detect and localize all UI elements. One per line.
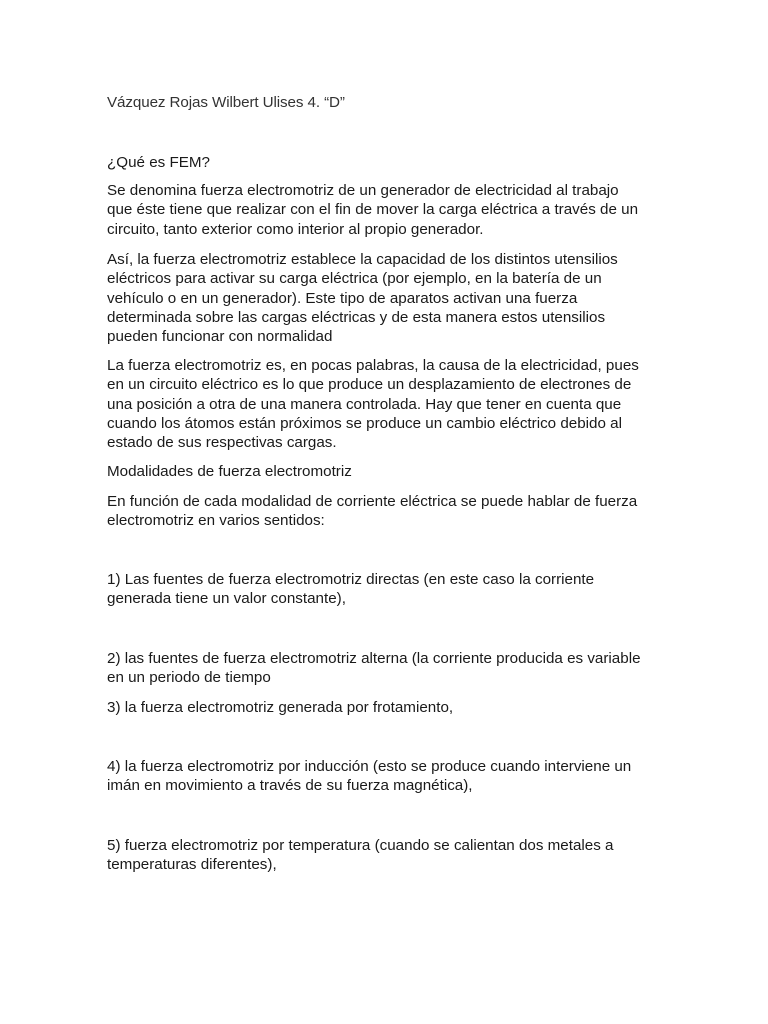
paragraph: Se denomina fuerza electromotriz de un generador de electricidad al trabajo que éste tiene que realizar con el fin de mover la carga eléctrica a través de un circuito, tanto exterior como interior al propio generador. (107, 182, 639, 238)
list-item: 5) fuerza electromotriz por temperatura (cuando se calientan dos metales a temperaturas diferentes), (107, 837, 614, 874)
paragraph: En función de cada modalidad de corriente eléctrica se puede hablar de fuerza electromotriz en varios sentidos: (107, 493, 638, 530)
question-heading: ¿Qué es FEM? (107, 154, 210, 171)
section-subheading: Modalidades de fuerza electromotriz (107, 463, 352, 480)
list-item: 4) la fuerza electromotriz por inducción (esto se produce cuando interviene un imán en movimiento a través de su fuerza magnética), (107, 758, 632, 795)
author-line: Vázquez Rojas Wilbert Ulises 4. “D” (107, 94, 345, 111)
paragraph: La fuerza electromotriz es, en pocas palabras, la causa de la electricidad, pues en un circuito eléctrico es lo que produce un desplazamiento de electrones de una posición a otra de una manera controlada. Hay que tener en cuenta que cuando los átomos están próximos se produce un cambio eléctrico debido al estado de sus respectivas cargas. (107, 357, 639, 452)
list-item: 1) Las fuentes de fuerza electromotriz directas (en este caso la corriente generada tiene un valor constante), (107, 571, 595, 608)
paragraph: Así, la fuerza electromotriz establece la capacidad de los distintos utensilios eléctricos para activar su carga eléctrica (por ejemplo, en la batería de un vehículo o en un generador). Este tipo de aparatos activan una fuerza determinada sobre las cargas eléctricas y de esta manera estos utensilios pueden funcionar con normalidad (107, 251, 618, 346)
list-item: 2) las fuentes de fuerza electromotriz alterna (la corriente producida es variable en un periodo de tiempo (107, 650, 641, 687)
list-item: 3) la fuerza electromotriz generada por frotamiento, (107, 699, 454, 716)
